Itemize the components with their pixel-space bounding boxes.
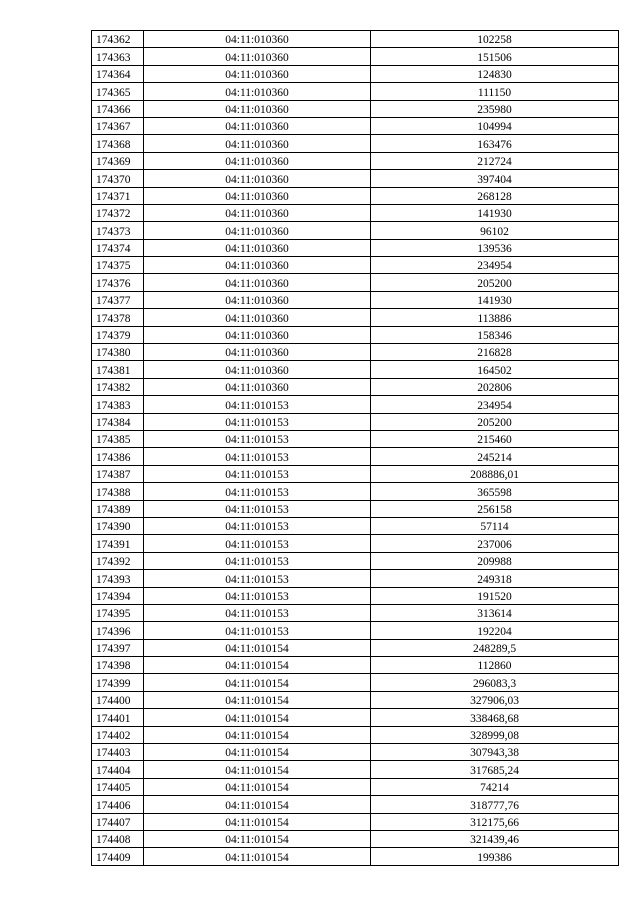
cell-id: 174369	[92, 152, 144, 169]
cell-value: 112860	[371, 657, 619, 674]
cell-code: 04:11:010360	[144, 204, 371, 221]
cell-code: 04:11:010153	[144, 552, 371, 569]
cell-value: 113886	[371, 309, 619, 326]
table-row	[92, 778, 619, 795]
cell-id: 174402	[92, 726, 144, 743]
cell-id: 174363	[92, 48, 144, 65]
cell-id: 174373	[92, 222, 144, 239]
cell-value: 317685,24	[371, 761, 619, 778]
cell-value: 209988	[371, 552, 619, 569]
cell-id: 174387	[92, 465, 144, 482]
records-table-body	[92, 31, 619, 866]
cell-value: 248289,5	[371, 639, 619, 656]
cell-id: 174393	[92, 570, 144, 587]
cell-code: 04:11:010360	[144, 65, 371, 82]
cell-value: 234954	[371, 257, 619, 274]
cell-value: 268128	[371, 187, 619, 204]
cell-code: 04:11:010360	[144, 239, 371, 256]
cell-code: 04:11:010153	[144, 396, 371, 413]
cell-code: 04:11:010360	[144, 83, 371, 100]
cell-id: 174383	[92, 396, 144, 413]
cell-value: 111150	[371, 83, 619, 100]
cell-value: 312175,66	[371, 813, 619, 830]
cell-code: 04:11:010154	[144, 830, 371, 847]
table-row	[92, 726, 619, 743]
cell-value: 216828	[371, 344, 619, 361]
table-row	[92, 291, 619, 308]
cell-code: 04:11:010154	[144, 691, 371, 708]
table-row	[92, 204, 619, 221]
cell-id: 174409	[92, 848, 144, 865]
cell-code: 04:11:010360	[144, 31, 371, 48]
cell-code: 04:11:010153	[144, 465, 371, 482]
cell-code: 04:11:010153	[144, 430, 371, 447]
table-row	[92, 500, 619, 517]
cell-value: 313614	[371, 604, 619, 621]
cell-code: 04:11:010154	[144, 674, 371, 691]
cell-value: 235980	[371, 100, 619, 117]
cell-value: 102258	[371, 31, 619, 48]
table-row	[92, 187, 619, 204]
cell-value: 321439,46	[371, 830, 619, 847]
table-row	[92, 587, 619, 604]
records-table	[91, 30, 619, 866]
cell-code: 04:11:010360	[144, 378, 371, 395]
cell-id: 174377	[92, 291, 144, 308]
cell-id: 174385	[92, 430, 144, 447]
cell-code: 04:11:010360	[144, 257, 371, 274]
cell-id: 174389	[92, 500, 144, 517]
table-row	[92, 709, 619, 726]
table-row	[92, 257, 619, 274]
cell-code: 04:11:010153	[144, 570, 371, 587]
cell-value: 249318	[371, 570, 619, 587]
cell-id: 174396	[92, 622, 144, 639]
cell-code: 04:11:010154	[144, 639, 371, 656]
table-row	[92, 448, 619, 465]
cell-code: 04:11:010360	[144, 361, 371, 378]
cell-value: 237006	[371, 535, 619, 552]
table-row	[92, 691, 619, 708]
table-row	[92, 222, 619, 239]
table-row	[92, 326, 619, 343]
table-row	[92, 31, 619, 48]
cell-value: 307943,38	[371, 744, 619, 761]
cell-value: 158346	[371, 326, 619, 343]
table-row	[92, 744, 619, 761]
cell-value: 202806	[371, 378, 619, 395]
table-row	[92, 344, 619, 361]
table-row	[92, 48, 619, 65]
cell-code: 04:11:010153	[144, 604, 371, 621]
cell-code: 04:11:010153	[144, 587, 371, 604]
cell-id: 174371	[92, 187, 144, 204]
table-row	[92, 552, 619, 569]
cell-code: 04:11:010154	[144, 761, 371, 778]
cell-code: 04:11:010360	[144, 344, 371, 361]
cell-value: 74214	[371, 778, 619, 795]
table-row	[92, 309, 619, 326]
cell-code: 04:11:010360	[144, 309, 371, 326]
table-row	[92, 396, 619, 413]
cell-code: 04:11:010360	[144, 48, 371, 65]
cell-code: 04:11:010360	[144, 274, 371, 291]
cell-id: 174382	[92, 378, 144, 395]
table-row	[92, 604, 619, 621]
table-row	[92, 239, 619, 256]
cell-value: 164502	[371, 361, 619, 378]
cell-value: 96102	[371, 222, 619, 239]
cell-code: 04:11:010154	[144, 744, 371, 761]
cell-id: 174379	[92, 326, 144, 343]
cell-id: 174394	[92, 587, 144, 604]
cell-code: 04:11:010360	[144, 100, 371, 117]
cell-code: 04:11:010154	[144, 778, 371, 795]
cell-value: 124830	[371, 65, 619, 82]
cell-value: 191520	[371, 587, 619, 604]
cell-id: 174400	[92, 691, 144, 708]
cell-value: 163476	[371, 135, 619, 152]
cell-id: 174381	[92, 361, 144, 378]
cell-code: 04:11:010154	[144, 657, 371, 674]
table-row	[92, 430, 619, 447]
cell-id: 174391	[92, 535, 144, 552]
cell-value: 212724	[371, 152, 619, 169]
cell-value: 141930	[371, 204, 619, 221]
cell-code: 04:11:010360	[144, 117, 371, 134]
cell-value: 199386	[371, 848, 619, 865]
table-row	[92, 378, 619, 395]
cell-id: 174408	[92, 830, 144, 847]
cell-code: 04:11:010360	[144, 326, 371, 343]
table-row	[92, 535, 619, 552]
cell-value: 205200	[371, 413, 619, 430]
cell-code: 04:11:010153	[144, 413, 371, 430]
cell-code: 04:11:010153	[144, 448, 371, 465]
cell-value: 256158	[371, 500, 619, 517]
table-row	[92, 65, 619, 82]
cell-code: 04:11:010360	[144, 222, 371, 239]
table-row	[92, 517, 619, 534]
cell-code: 04:11:010153	[144, 622, 371, 639]
cell-value: 205200	[371, 274, 619, 291]
cell-id: 174392	[92, 552, 144, 569]
cell-id: 174375	[92, 257, 144, 274]
cell-code: 04:11:010153	[144, 500, 371, 517]
table-row	[92, 135, 619, 152]
cell-code: 04:11:010154	[144, 709, 371, 726]
table-row	[92, 830, 619, 847]
cell-id: 174376	[92, 274, 144, 291]
cell-id: 174384	[92, 413, 144, 430]
cell-value: 57114	[371, 517, 619, 534]
cell-id: 174401	[92, 709, 144, 726]
cell-code: 04:11:010153	[144, 535, 371, 552]
table-row	[92, 761, 619, 778]
cell-code: 04:11:010360	[144, 152, 371, 169]
cell-value: 141930	[371, 291, 619, 308]
cell-id: 174370	[92, 170, 144, 187]
cell-id: 174378	[92, 309, 144, 326]
cell-id: 174374	[92, 239, 144, 256]
cell-value: 104994	[371, 117, 619, 134]
table-row	[92, 465, 619, 482]
cell-code: 04:11:010154	[144, 796, 371, 813]
cell-id: 174395	[92, 604, 144, 621]
cell-id: 174386	[92, 448, 144, 465]
table-row	[92, 796, 619, 813]
table-row	[92, 361, 619, 378]
cell-code: 04:11:010360	[144, 135, 371, 152]
table-row	[92, 274, 619, 291]
cell-id: 174404	[92, 761, 144, 778]
cell-code: 04:11:010154	[144, 726, 371, 743]
table-row	[92, 570, 619, 587]
cell-id: 174388	[92, 483, 144, 500]
table-row	[92, 674, 619, 691]
cell-value: 151506	[371, 48, 619, 65]
cell-value: 296083,3	[371, 674, 619, 691]
cell-id: 174365	[92, 83, 144, 100]
table-row	[92, 100, 619, 117]
cell-code: 04:11:010360	[144, 170, 371, 187]
cell-id: 174397	[92, 639, 144, 656]
cell-code: 04:11:010154	[144, 813, 371, 830]
table-row	[92, 170, 619, 187]
cell-value: 328999,08	[371, 726, 619, 743]
cell-id: 174390	[92, 517, 144, 534]
cell-code: 04:11:010153	[144, 517, 371, 534]
table-row	[92, 622, 619, 639]
cell-id: 174364	[92, 65, 144, 82]
cell-value: 318777,76	[371, 796, 619, 813]
cell-value: 245214	[371, 448, 619, 465]
cell-id: 174366	[92, 100, 144, 117]
table-row	[92, 813, 619, 830]
cell-code: 04:11:010153	[144, 483, 371, 500]
cell-id: 174405	[92, 778, 144, 795]
table-row	[92, 152, 619, 169]
cell-value: 208886,01	[371, 465, 619, 482]
cell-id: 174362	[92, 31, 144, 48]
cell-code: 04:11:010154	[144, 848, 371, 865]
table-row	[92, 657, 619, 674]
cell-value: 365598	[371, 483, 619, 500]
table-row	[92, 413, 619, 430]
cell-id: 174372	[92, 204, 144, 221]
cell-id: 174368	[92, 135, 144, 152]
cell-id: 174403	[92, 744, 144, 761]
cell-value: 397404	[371, 170, 619, 187]
cell-id: 174398	[92, 657, 144, 674]
table-row	[92, 639, 619, 656]
cell-value: 192204	[371, 622, 619, 639]
table-row	[92, 117, 619, 134]
cell-id: 174407	[92, 813, 144, 830]
cell-value: 215460	[371, 430, 619, 447]
cell-value: 327906,03	[371, 691, 619, 708]
cell-value: 139536	[371, 239, 619, 256]
cell-id: 174406	[92, 796, 144, 813]
cell-code: 04:11:010360	[144, 187, 371, 204]
table-row	[92, 483, 619, 500]
table-row	[92, 83, 619, 100]
table-row	[92, 848, 619, 865]
cell-id: 174367	[92, 117, 144, 134]
cell-code: 04:11:010360	[144, 291, 371, 308]
cell-value: 338468,68	[371, 709, 619, 726]
cell-id: 174380	[92, 344, 144, 361]
cell-id: 174399	[92, 674, 144, 691]
cell-value: 234954	[371, 396, 619, 413]
